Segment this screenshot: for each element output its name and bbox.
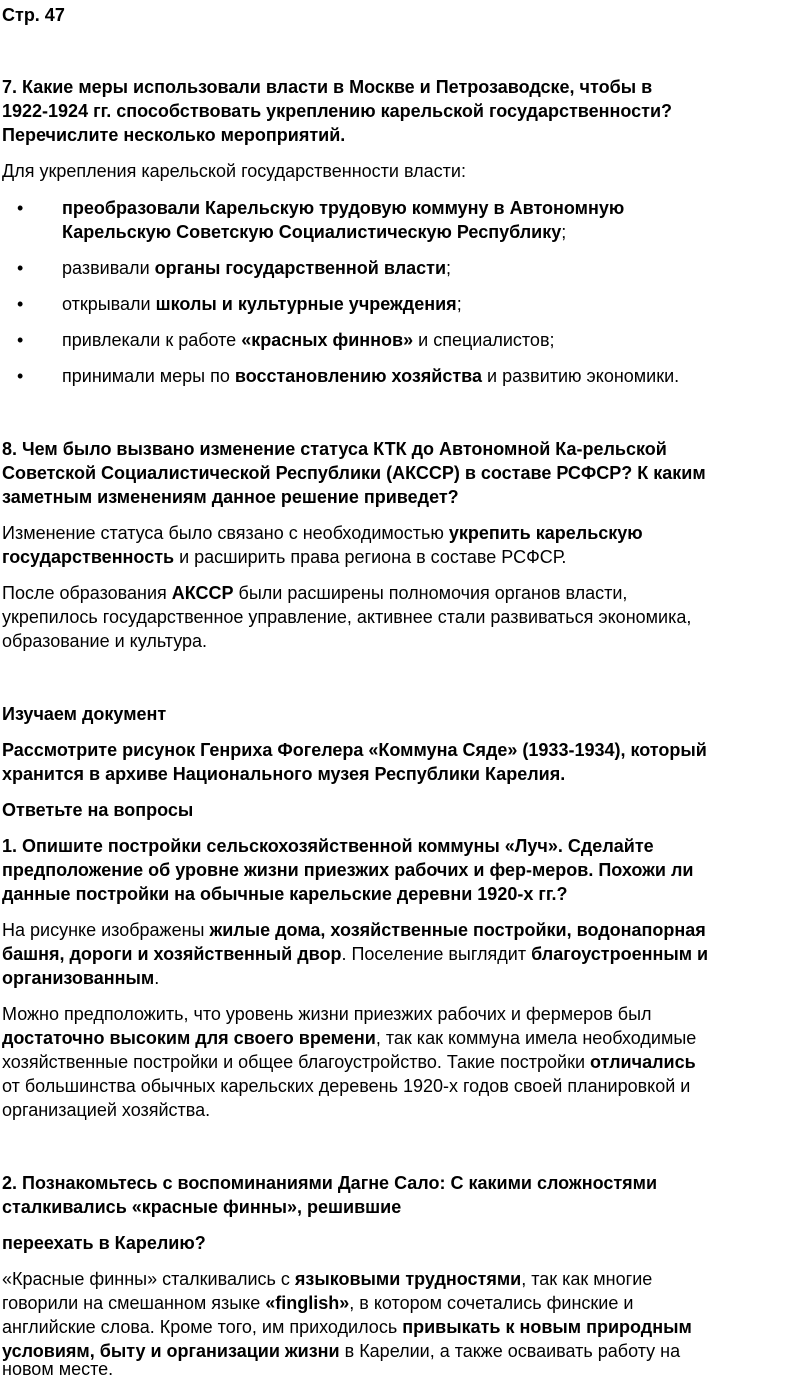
sq1-answer-2-line-2: достаточно высоким для своего времени, так как коммуна имела необходимые: [2, 1028, 697, 1048]
q7-title-line-3: Перечислите несколько мероприятий.: [2, 125, 346, 145]
study-heading: Изучаем документ: [2, 704, 167, 724]
bullet-4: •: [17, 330, 24, 350]
q7-bullet-5: принимали меры по восстановлению хозяйства и развитию экономики.: [62, 366, 680, 386]
bullet-3: •: [17, 294, 24, 314]
q7-title-line-1: 7. Какие меры использовали власти в Москве и Петрозаводске, чтобы в: [2, 77, 653, 97]
q8-answer-2-line-2: укрепилось государственное управление, активнее стали развиваться экономика,: [2, 607, 692, 627]
sq1-answer-2-line-1: Можно предположить, что уровень жизни приезжих рабочих и фермеров был: [2, 1004, 652, 1024]
q7-bullet-4: привлекали к работе «красных финнов» и специалистов;: [62, 330, 555, 350]
sq2-answer-line-1: «Красные финны» сталкивались с языковыми трудностями, так как многие: [2, 1269, 653, 1289]
q8-title-line-3: заметным изменениям данное решение приведет?: [2, 487, 459, 507]
sq2-answer-line-3: английские слова. Кроме того, им приходилось привыкать к новым природным: [2, 1317, 692, 1337]
q7-bullet-1-line-1: преобразовали Карельскую трудовую коммуну в Автономную: [62, 198, 625, 218]
q7-bullet-3: открывали школы и культурные учреждения;: [62, 294, 462, 314]
q8-title-line-2: Советской Социалистической Республики (АКССР) в составе РСФСР? К каким: [2, 463, 706, 483]
page-number: Стр. 47: [2, 5, 65, 25]
q8-answer-1-line-1: Изменение статуса было связано с необходимостью укрепить карельскую: [2, 523, 643, 543]
study-task-line-2: хранится в архиве Национального музея Республики Карелия.: [2, 764, 566, 784]
sq2-title-line-1: 2. Познакомьтесь с воспоминаниями Дагне Сало: С какими сложностями: [2, 1173, 658, 1193]
sq2-answer-line-4: условиям, быту и организации жизни в Карелии, а также осваивать работу на: [2, 1341, 681, 1361]
sq1-title-line-2: предположение об уровне жизни приезжих рабочих и фер-меров. Похожи ли: [2, 860, 694, 880]
sq1-answer-2-line-3: хозяйственные постройки и общее благоустройство. Такие постройки отличались: [2, 1052, 696, 1072]
sq2-title-line-3: переехать в Карелию?: [2, 1233, 206, 1253]
sq1-answer-2-line-5: организацией хозяйства.: [2, 1100, 211, 1120]
q8-answer-2-line-3: образование и культура.: [2, 631, 208, 651]
sq1-answer-1-line-2: башня, дороги и хозяйственный двор. Поселение выглядит благоустроенным и: [2, 944, 709, 964]
q7-intro: Для укрепления карельской государственности власти:: [2, 161, 466, 181]
study-task-line-1: Рассмотрите рисунок Генриха Фогелера «Коммуна Сяде» (1933-1934), который: [2, 740, 707, 760]
q8-title-line-1: 8. Чем было вызвано изменение статуса КТК до Автономной Ка-рельской: [2, 439, 667, 459]
q7-bullet-2: развивали органы государственной власти;: [62, 258, 452, 278]
sq1-answer-2-line-4: от большинства обычных карельских деревень 1920-х годов своей планировкой и: [2, 1076, 691, 1096]
bullet-2: •: [17, 258, 24, 278]
sq1-title-line-1: 1. Опишите постройки сельскохозяйственной коммуны «Луч». Сделайте: [2, 836, 654, 856]
sq2-answer-line-2: говорили на смешанном языке «finglish», в котором сочетались финские и: [2, 1293, 634, 1313]
sq2-answer-line-5: новом месте.: [2, 1359, 114, 1379]
answer-heading: Ответьте на вопросы: [2, 800, 194, 820]
bullet-5: •: [17, 366, 24, 386]
q7-bullet-1-line-2: Карельскую Советскую Социалистическую Республику;: [62, 222, 567, 242]
sq1-answer-1-line-3: организованным.: [2, 968, 160, 988]
q7-title-line-2: 1922-1924 гг. способствовать укреплению карельской государственности?: [2, 101, 673, 121]
sq2-title-line-2: сталкивались «красные финны», решившие: [2, 1197, 402, 1217]
bullet-1: •: [17, 198, 24, 218]
sq1-title-line-3: данные постройки на обычные карельские деревни 1920-х гг.?: [2, 884, 568, 904]
q8-answer-1-line-2: государственность и расширить права региона в составе РСФСР.: [2, 547, 567, 567]
sq1-answer-1-line-1: На рисунке изображены жилые дома, хозяйственные постройки, водонапорная: [2, 920, 706, 940]
q8-answer-2-line-1: После образования АКССР были расширены полномочия органов власти,: [2, 583, 628, 603]
